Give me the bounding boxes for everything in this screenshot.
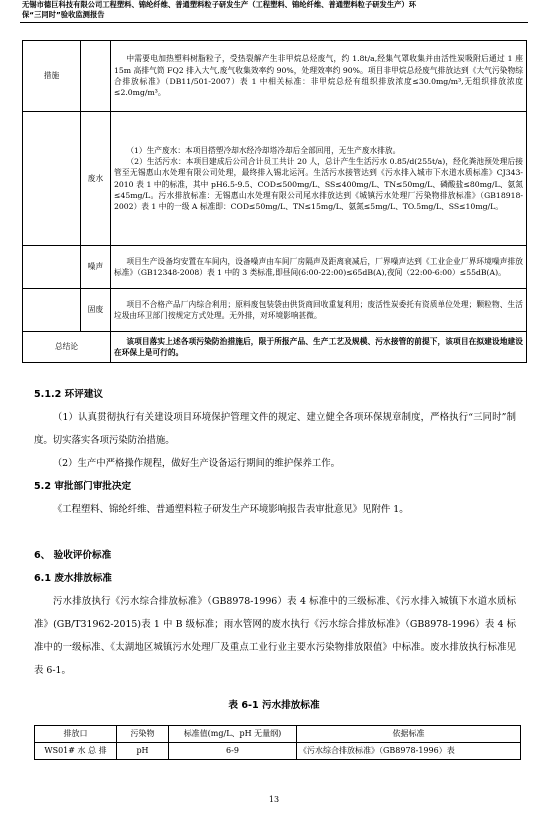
summary-text	[111, 332, 527, 363]
category-cell: 措施	[23, 41, 81, 112]
column-header: 污染物	[117, 726, 169, 743]
page-header	[22, 0, 528, 20]
cell-paragraph: （2）生活污水：本项目建成后公司合计员工共计 20 人，总计产生生活污水 0.85/d(255t/a)，经化粪池预处理后接管至无锡惠山水处理有限公司处理，最终排入锡北运河。生活污水接管达到《污水排入城市下水道水质标准》CJ343-2010 表 1 中的标准，其中 pH6.5-9.5、COD≤500mg/L、SS≤400mg/L、TN≤50mg/L、磷酸盐≤80mg/L、氨氮≤45mg/L。污水排放标准：无锡惠山水处理有限公司尾水排放达到《城镇污水处理厂污染物排放标准》（GB18918-2002）表 1 中的一级 A 标准即：COD≤50mg/L、TN≤15mg/L、氨氮≤5mg/L、TO.5mg/L、SS≤10mg/L。	[114, 156, 523, 212]
table-row	[23, 289, 527, 332]
cell-paragraph: 项目生产设备均安置在车间内，设备噪声由车间厂房隔声及距离衰减后，厂界噪声达到《工业企业厂界环境噪声排放标准》（GB12348-2008）表 1 中的 3 类标准,即昼间(6:00-22:00)≤65dB(A),夜间（22:00-6:00）≤55dB(A)。	[114, 256, 523, 277]
cell-paragraph: 该项目落实上述各项污染防治措施后，限于所报产品、生产工艺及规模、污水接管的前提下，该项目在拟建设地建设在环保上是可行的。	[114, 336, 523, 357]
table-cell: 《污水综合排放标准》（GB8978-1996）表	[297, 743, 521, 760]
table-caption: 表 6-1 污水排放标准	[228, 700, 320, 711]
summary-row	[23, 332, 527, 363]
cell-paragraph: 中需要电加热塑料树脂粒子，受热裂解产生非甲烷总烃废气，约 1.8t/a,经集气罩收集并由活性炭吸附后通过 1 座 15m 高排气筒 FQ2 排入大气,废气收集效率约 90%，处理效率约 90%。项目非甲烷总烃废气排放达到《大气污染物综合排放标准》（DB11/501-2007）表 1 中相关标准：非甲烷总烃有组织排放浓度≤30.0mg/m³,无组织排放浓度≤2.0mg/m³。	[114, 54, 523, 98]
content-cell	[111, 41, 527, 112]
content-cell	[111, 112, 527, 246]
subcategory-cell: 废水	[81, 112, 111, 246]
table-row	[35, 743, 521, 760]
table-cell: 6-9	[169, 743, 297, 760]
table-cell: pH	[117, 743, 169, 760]
measures-table	[22, 40, 527, 363]
summary-label: 总结论	[23, 332, 111, 363]
section-heading-5-2: 5.2 审批部门审批决定	[34, 481, 132, 492]
paragraph: （1）认真贯彻执行有关建设项目环境保护管理文件的规定、建立健全各项环保规章制度，严格执行“三同时”制度。切实落实各项污染防治措施。	[34, 412, 516, 446]
subcategory-cell	[81, 41, 111, 112]
table-row	[23, 112, 527, 246]
category-cell	[23, 246, 81, 289]
paragraph: 《工程塑料、锦纶纤维、普通塑料粒子研发生产环境影响报告表审批意见》见附件 1。	[52, 504, 409, 515]
content-cell	[111, 289, 527, 332]
column-header: 排放口	[35, 726, 117, 743]
cell-paragraph: 项目不合格产品厂内综合利用；原料废包装袋由供货商回收重复利用；废活性炭委托有资质单位处理；颗粒物、生活垃圾由环卫部门按规定方式处理。无外排，对环境影响甚微。	[114, 299, 523, 320]
header-line-1: 无锡市德巨科技有限公司工程塑料、锦纶纤维、普通塑料粒子研发生产（工程塑料、锦纶纤维、普通塑料粒子研发生产）环	[22, 0, 417, 9]
table-header-row	[35, 726, 521, 743]
section-heading-5-1-2: 5.1.2 环评建议	[34, 389, 104, 400]
content-cell	[111, 246, 527, 289]
header-line-2: 保“三同时”验收监测报告	[22, 10, 105, 19]
subcategory-cell: 固废	[81, 289, 111, 332]
category-cell	[23, 289, 81, 332]
paragraph: 污水排放执行《污水综合排放标准》（GB8978-1996）表 4 标准中的三级标准、《污水排入城镇下水道水质标准》(GB/T31962-2015)表 1 中 B 级标准；雨水管网的废水执行《污水综合排放标准》（GB8978-1996）表 4 标准中的一级标准、《太湖地区城镇污水处理厂及重点工业行业主要水污染物排放限值》中标准。废水排放执行标准见表 6-1。	[34, 596, 516, 676]
column-header: 依据标准	[297, 726, 521, 743]
paragraph: （2）生产中严格操作规程，做好生产设备运行期间的维护保养工作。	[52, 458, 341, 469]
header-rule	[20, 22, 528, 23]
table-row	[23, 41, 527, 112]
section-heading-6-1: 6.1 废水排放标准	[34, 573, 112, 584]
table-row	[23, 246, 527, 289]
category-cell	[23, 112, 81, 246]
subcategory-cell: 噪声	[81, 246, 111, 289]
wastewater-standard-table	[34, 725, 521, 760]
table-cell: WS01# 水 总 排	[35, 743, 117, 760]
section-heading-6: 6、 验收评价标准	[34, 550, 112, 561]
column-header: 标准值(mg/L、pH 无量纲)	[169, 726, 297, 743]
page-number: 13	[268, 795, 280, 804]
cell-paragraph: （1）生产废水：本项目搭塑冷却水经冷却塔冷却后全部回用，无生产废水排放。	[126, 145, 401, 155]
